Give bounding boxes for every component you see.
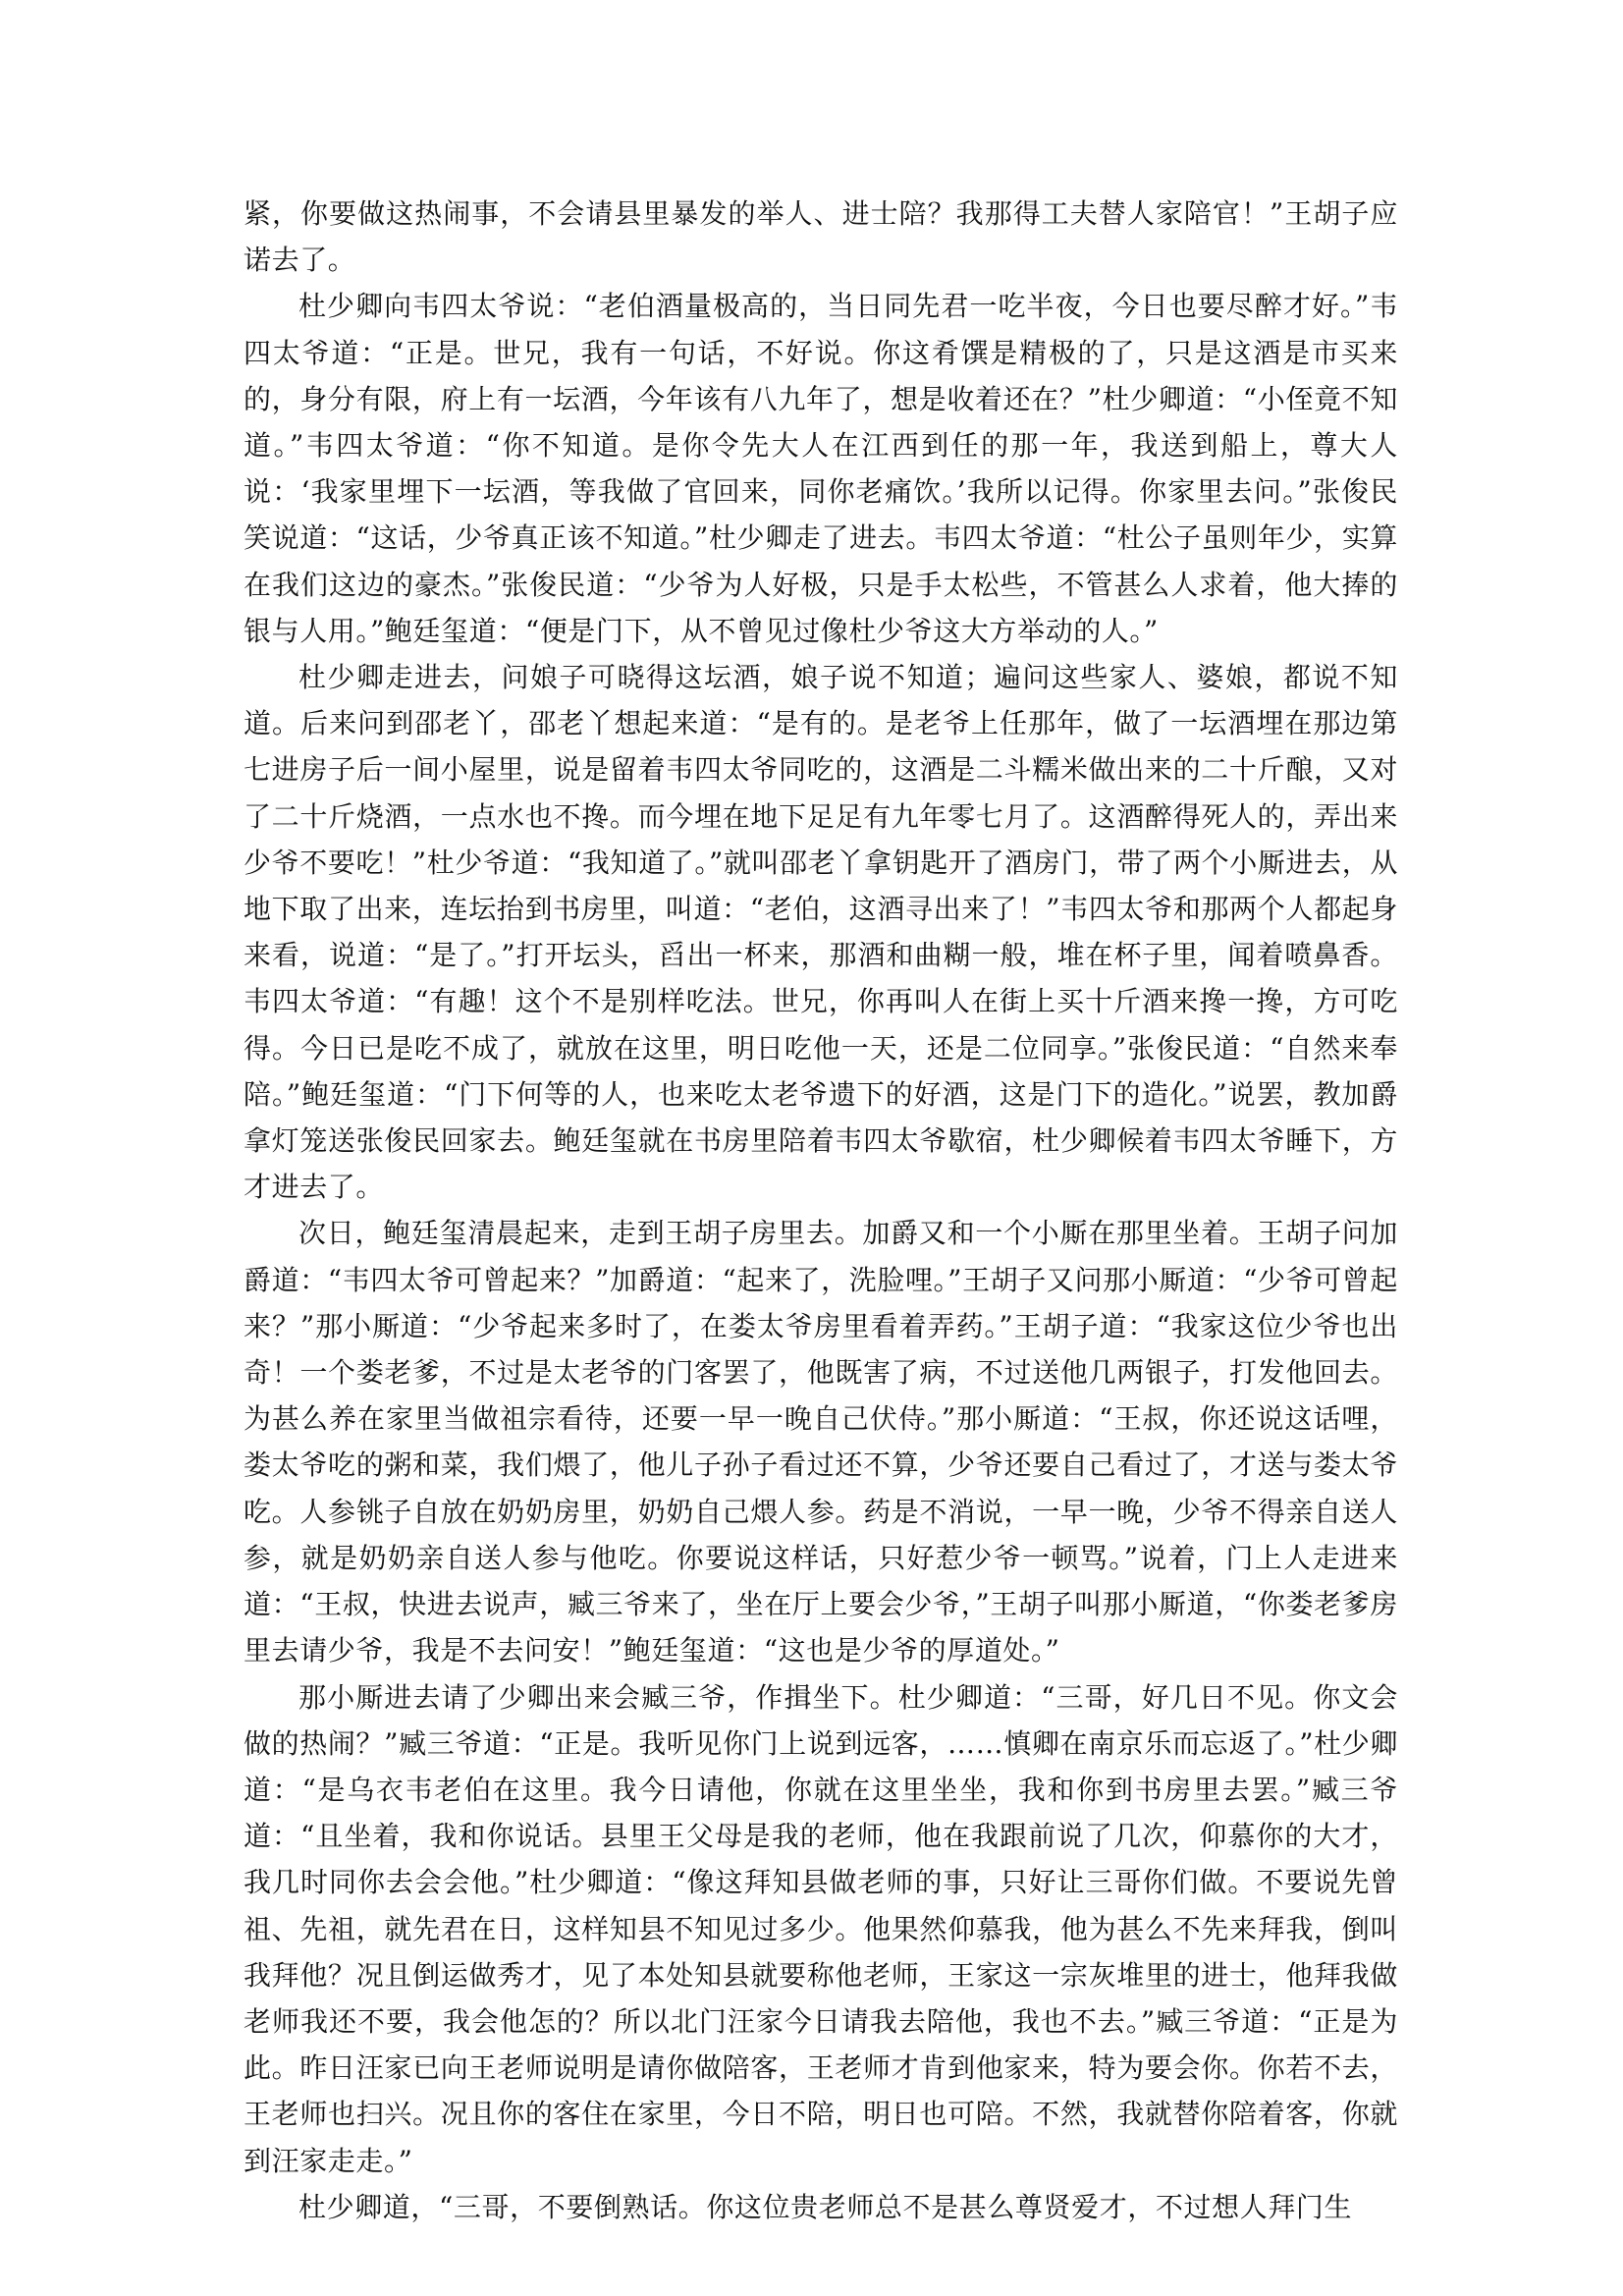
paragraph-5: 那小厮进去请了少卿出来会臧三爷，作揖坐下。杜少卿道：“三哥，好几日不见。你文会做的热闹？”臧三爷道：“正是。我听见你门上说到远客，……慎卿在南京乐而忘返了。”杜少卿道：“是乌衣韦老伯在这里。我今日请他，你就在这里坐坐，我和你到书房里去罢。”臧三爷道：“且坐着，我和你说话。县里王父母是我的老师，他在我跟前说了几次，仰慕你的大才，我几时同你去会会他。”杜少卿道：“像这拜知县做老师的事，只好让三哥你们做。不要说先曾祖、先祖，就先君在日，这样知县不知见过多少。他果然仰慕我，他为甚么不先来拜我，倒叫我拜他？况且倒运做秀才，见了本处知县就要称他老师，王家这一宗灰堆里的进士，他拜我做老师我还不要，我会他怎的？所以北门汪家今日请我去陪他，我也不去。”臧三爷道：“正是为此。昨日汪家已向王老师说明是请你做陪客，王老师才肯到他家来，特为要会你。你若不去，王老师也扫兴。况且你的客住在家里，今日不陪，明日也可陪。不然，我就替你陪着客，你就到汪家走走。” xyxy=(243,1680,1398,2177)
paragraph-4: 次日，鲍廷玺清晨起来，走到王胡子房里去。加爵又和一个小厮在那里坐着。王胡子问加爵道：“韦四太爷可曾起来？”加爵道：“起来了，洗脸哩。”王胡子又问那小厮道：“少爷可曾起来？”那小厮道：“少爷起来多时了，在娄太爷房里看着弄药。”王胡子道：“我家这位少爷也出奇！一个娄老爹，不过是太老爷的门客罢了，他既害了病，不过送他几两银子，打发他回去。为甚么养在家里当做祖宗看待，还要一早一晚自己伏侍。”那小厮道：“王叔，你还说这话哩，娄太爷吃的粥和菜，我们煨了，他儿子孙子看过还不算，少爷还要自己看过了，才送与娄太爷吃。人参铫子自放在奶奶房里，奶奶自己煨人参。药是不消说，一早一晚，少爷不得亲自送人参，就是奶奶亲自送人参与他吃。你要说这样话，只好惹少爷一顿骂。”说着，门上人走进来道：“王叔，快进去说声，臧三爷来了，坐在厅上要会少爷，”王胡子叫那小厮道，“你娄老爹房里去请少爷，我是不去问安！”鲍廷玺道：“这也是少爷的厚道处。” xyxy=(243,1217,1398,1667)
paragraph-2: 杜少卿向韦四太爷说：“老伯酒量极高的，当日同先君一吃半夜，今日也要尽醉才好。”韦四太爷道：“正是。世兄，我有一句话，不好说。你这肴馔是精极的了，只是这酒是市买来的，身分有限，府上有一坛酒，今年该有八九年了，想是收着还在？”杜少卿道：“小侄竟不知道。”韦四太爷道：“你不知道。是你令先大人在江西到任的那一年，我送到船上，尊大人说：‘我家里埋下一坛酒，等我做了官回来，同你老痛饮。’我所以记得。你家里去问。”张俊民笑说道：“这话，少爷真正该不知道。”杜少卿走了进去。韦四太爷道：“杜公子虽则年少，实算在我们这边的豪杰。”张俊民道：“少爷为人好极，只是手太松些，不管甚么人求着，他大捧的银与人用。”鲍廷玺道：“便是门下，从不曾见过像杜少爷这大方举动的人。” xyxy=(243,290,1398,647)
paragraph-1: 紧，你要做这热闹事，不会请县里暴发的举人、进士陪？我那得工夫替人家陪官！”王胡子应诺去了。 xyxy=(243,197,1398,277)
body-text xyxy=(243,191,1398,2230)
paragraph-3: 杜少卿走进去，问娘子可晓得这坛酒，娘子说不知道；遍问这些家人、婆娘，都说不知道。后来问到邵老丫，邵老丫想起来道：“是有的。是老爷上任那年，做了一坛酒埋在那边第七进房子后一间小屋里，说是留着韦四太爷同吃的，这酒是二斗糯米做出来的二十斤酿，又对了二十斤烧酒，一点水也不搀。而今埋在地下足足有九年零七月了。这酒醉得死人的，弄出来少爷不要吃！”杜少爷道：“我知道了。”就叫邵老丫拿钥匙开了酒房门，带了两个小厮进去，从地下取了出来，连坛抬到书房里，叫道：“老伯，这酒寻出来了！”韦四太爷和那两个人都起身来看，说道：“是了。”打开坛头，舀出一杯来，那酒和曲糊一般，堆在杯子里，闻着喷鼻香。韦四太爷道：“有趣！这个不是别样吃法。世兄，你再叫人在街上买十斤酒来搀一搀，方可吃得。今日已是吃不成了，就放在这里，明日吃他一天，还是二位同享。”张俊民道：“自然来奉陪。”鲍廷玺道：“门下何等的人，也来吃太老爷遗下的好酒，这是门下的造化。”说罢，教加爵拿灯笼送张俊民回家去。鲍廷玺就在书房里陪着韦四太爷歇宿，杜少卿候着韦四太爷睡下，方才进去了。 xyxy=(243,661,1398,1204)
paragraph-6: 杜少卿道，“三哥，不要倒熟话。你这位贵老师总不是甚么尊贤爱才，不过想人拜门生 xyxy=(298,2190,1353,2223)
